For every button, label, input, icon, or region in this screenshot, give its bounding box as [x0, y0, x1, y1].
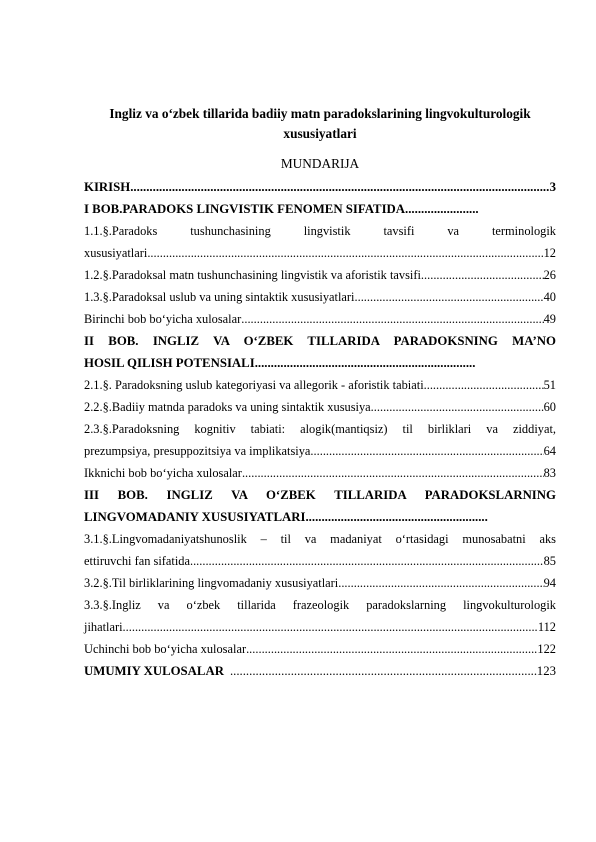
toc-entry-summary-2[interactable]: [84, 462, 556, 484]
toc-entry-1-3[interactable]: [84, 286, 556, 308]
toc-entry-2-3-line1[interactable]: [84, 418, 556, 440]
toc-entry-label: Uchinchi bob bo‘yicha xulosalar: [84, 642, 247, 656]
toc-entry-1-1-line2[interactable]: [84, 242, 556, 264]
toc-page-number: 85: [543, 554, 556, 568]
toc-entry-label: 3.2.§.Til birliklarining lingvomadaniy xususiyatlari: [84, 576, 339, 590]
toc-entry-2-3-line2[interactable]: [84, 440, 556, 462]
toc-entry-label: jihatlari: [84, 620, 123, 634]
toc-heading: MUNDARIJA: [280, 156, 360, 171]
toc-page-number: 122: [537, 642, 556, 656]
dot-leader: [421, 264, 544, 286]
toc-entry-1-1-line1[interactable]: [84, 220, 556, 242]
dot-leader: [224, 660, 537, 682]
toc-entry-kirish[interactable]: [84, 176, 556, 198]
toc-entry-label: 2.2.§.Badiiy matnda paradoks va uning sintaktik xususiya: [84, 400, 371, 414]
toc-entry-label: xususiyatlari: [84, 246, 148, 260]
toc-entry-summary-3[interactable]: [84, 638, 556, 660]
toc-page-number: 26: [543, 268, 556, 282]
dot-leader: [190, 550, 544, 572]
toc-entry-3-1-line1[interactable]: [84, 528, 556, 550]
toc-entry-label: KIRISH: [84, 180, 131, 194]
dot-leader: [241, 308, 543, 330]
toc-entry-3-1-line2[interactable]: [84, 550, 556, 572]
toc-entry-3-3-line1[interactable]: [84, 594, 556, 616]
toc-page-number: 83: [543, 466, 556, 480]
title-line-1: Ingliz va o‘zbek tillarida badiiy matn paradokslarining lingvokulturologik: [109, 106, 531, 121]
toc-entry-label: 3.3.§.Ingliz va o‘zbek tillarida frazeologik paradokslarning lingvokulturologik: [84, 598, 556, 612]
toc-entry-1-2[interactable]: [84, 264, 556, 286]
toc-entry-bob1[interactable]: [84, 198, 556, 220]
toc-page-number: 12: [543, 246, 556, 260]
toc-entry-label: III BOB. INGLIZ VA O‘ZBEK TILLARIDA PARADOKSLARNING: [84, 488, 556, 502]
toc-page-number: 123: [536, 664, 556, 678]
dot-leader: [371, 396, 544, 418]
dot-leader: [338, 572, 543, 594]
toc-entry-label: prezumpsiya, presuppozitsiya va implikatsiya: [84, 444, 311, 458]
toc-entry-label: Birinchi bob bo‘yicha xulosalar: [84, 312, 242, 326]
toc-page-number: 49: [543, 312, 556, 326]
dot-leader: [246, 638, 537, 660]
toc-page-number: 94: [543, 576, 556, 590]
dot-leader: [310, 440, 543, 462]
toc-entry-label: UMUMIY XULOSALAR: [84, 664, 224, 678]
toc-entry-bob2-line1[interactable]: [84, 330, 556, 352]
toc-entry-3-2[interactable]: [84, 572, 556, 594]
toc-entry-label: 2.1.§. Paradoksning uslub kategoriyasi va allegorik - aforistik tabiati: [84, 378, 424, 392]
toc-entry-label: Ikknichi bob bo‘yicha xulosalar: [84, 466, 242, 480]
toc-page-number: 3: [549, 180, 556, 194]
toc-entry-label: HOSIL QILISH POTENSIALI.....................................................................: [84, 356, 476, 370]
toc-entry-label: 1.1.§.Paradoks tushunchasining lingvistik tavsifi va terminologik: [84, 224, 556, 238]
toc-page-number: 112: [537, 620, 556, 634]
toc-entry-label: 1.2.§.Paradoksal matn tushunchasining lingvistik va aforistik tavsifi: [84, 268, 421, 282]
dot-leader: [130, 176, 549, 198]
toc-page-number: 40: [543, 290, 556, 304]
toc-entry-bob3-line2[interactable]: [84, 506, 556, 528]
toc-entry-label: 3.1.§.Lingvomadaniyatshunoslik – til va madaniyat o‘rtasidagi munosabatni aks: [84, 532, 556, 546]
dot-leader: [355, 286, 544, 308]
toc-page-number: 51: [543, 378, 556, 392]
toc-entry-3-3-line2[interactable]: [84, 616, 556, 638]
toc-entry-label: I BOB.PARADOKS LINGVISTIK FENOMEN SIFATIDA.......................: [84, 202, 479, 216]
toc-page-number: 64: [543, 444, 556, 458]
toc-entry-2-2[interactable]: [84, 396, 556, 418]
dot-leader: [147, 242, 543, 264]
toc-entry-label: LINGVOMADANIY XUSUSIYATLARI.........................................................: [84, 510, 488, 524]
toc-entry-summary-1[interactable]: [84, 308, 556, 330]
document-title: [84, 104, 556, 144]
toc-page-number: 60: [543, 400, 556, 414]
toc-entry-label: ettiruvchi fan sifatida: [84, 554, 190, 568]
toc-entry-label: II BOB. INGLIZ VA O‘ZBEK TILLARIDA PARADOKSNING MA’NO: [84, 334, 556, 348]
toc-entry-label: 2.3.§.Paradoksning kognitiv tabiati: alogik(mantiqsiz) til birliklari va ziddiyat,: [84, 422, 556, 436]
dot-leader: [242, 462, 544, 484]
toc-entry-bob2-line2[interactable]: [84, 352, 556, 374]
toc-entry-label: 1.3.§.Paradoksal uslub va uning sintaktik xususiyatlari: [84, 290, 355, 304]
toc-entry-conclusion[interactable]: [84, 660, 556, 682]
dot-leader: [123, 616, 538, 638]
table-of-contents: [84, 176, 556, 682]
title-line-2: xususiyatlari: [283, 126, 357, 141]
toc-entry-2-1[interactable]: [84, 374, 556, 396]
toc-entry-bob3-line1[interactable]: [84, 484, 556, 506]
dot-leader: [424, 374, 544, 396]
